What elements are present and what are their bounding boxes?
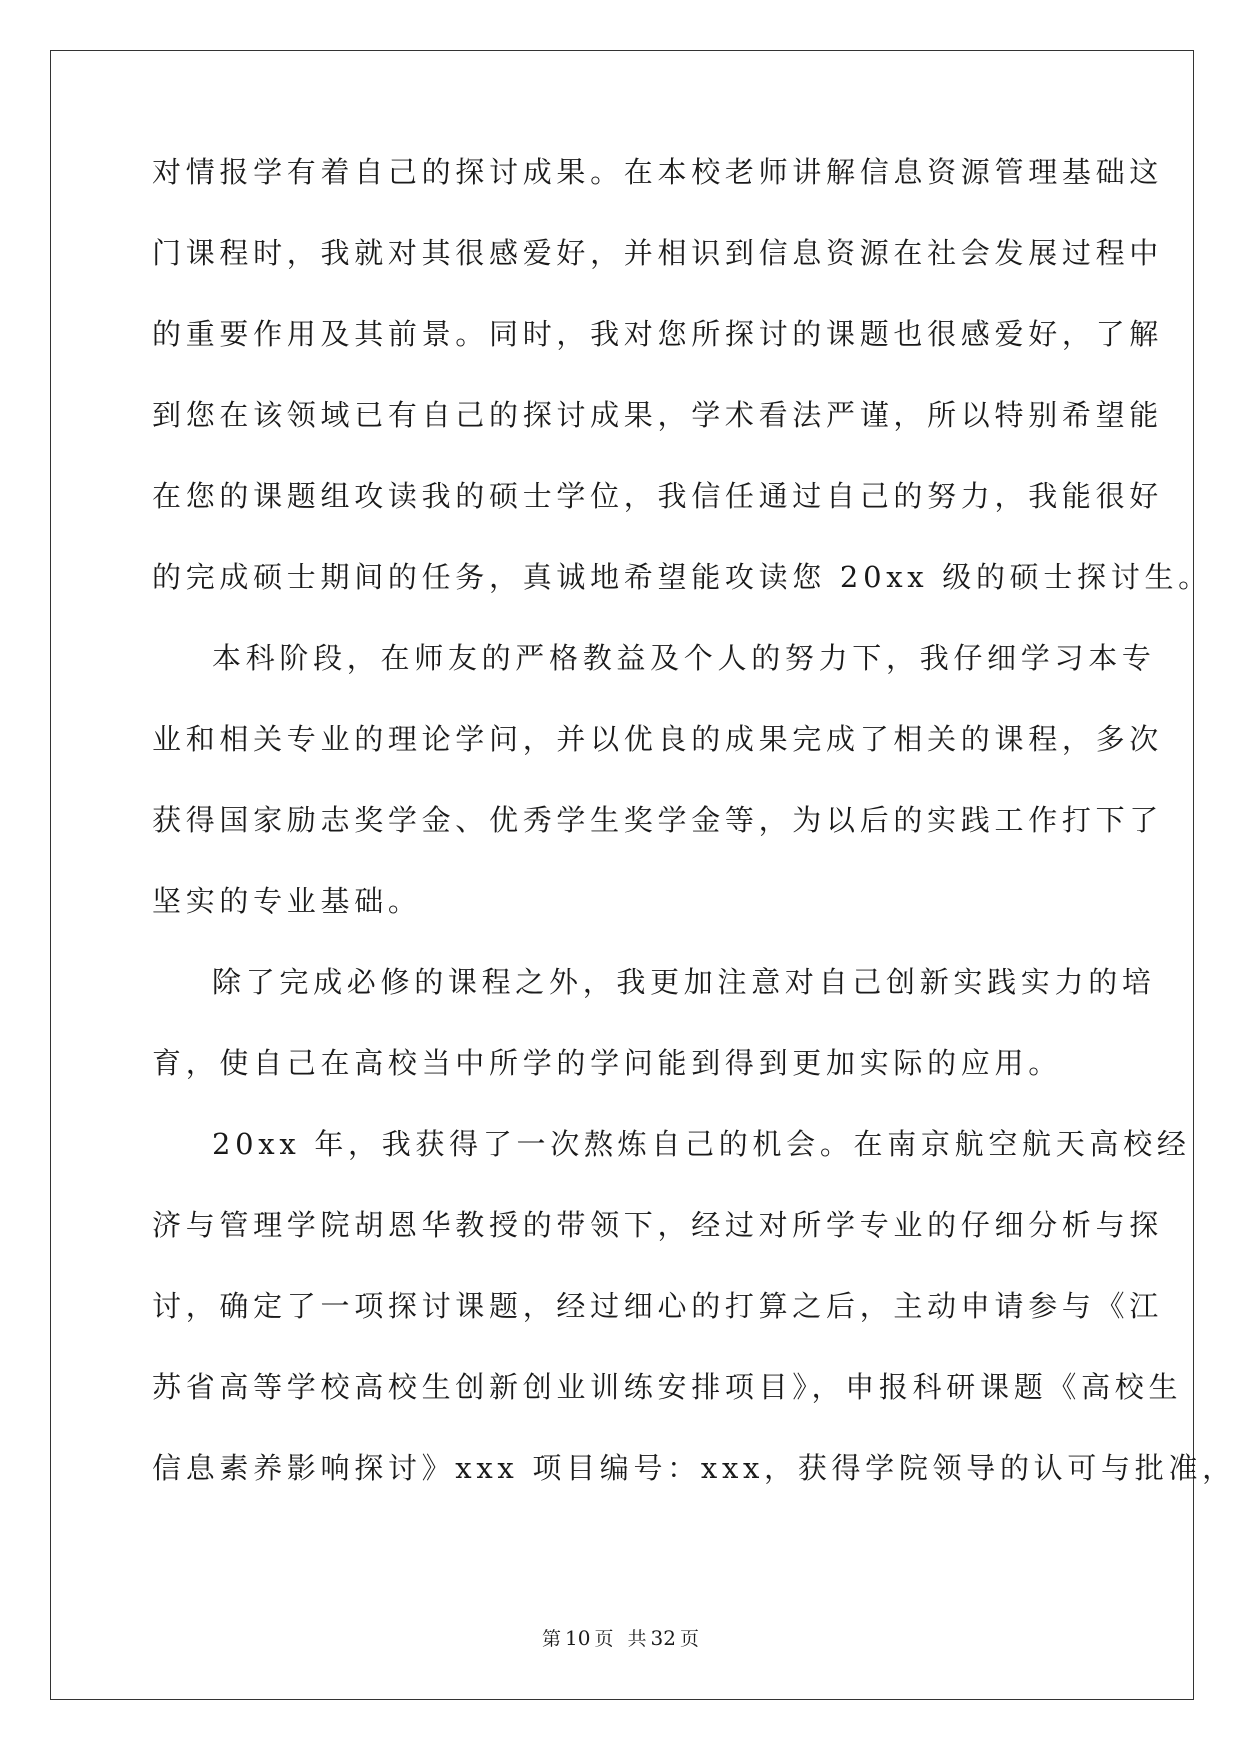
body-line-14: 济与管理学院胡恩华教授的带领下，经过对所学专业的仔细分析与探: [152, 1208, 1164, 1242]
paragraph-2-first-line: 本科阶段，在师友的严格教益及个人的努力下，我仔细学习本专: [212, 641, 1156, 675]
body-line-12: 育，使自己在高校当中所学的学问能到得到更加实际的应用。: [152, 1046, 1062, 1080]
body-line-8: 业和相关专业的理论学问，并以优良的成果完成了相关的课程，多次: [152, 722, 1164, 756]
body-line-6: 的完成硕士期间的任务，真诚地希望能攻读您 20xx 级的硕士探讨生。: [152, 560, 1212, 594]
body-line-5: 在您的课题组攻读我的硕士学位，我信任通过自己的努力，我能很好: [152, 479, 1164, 513]
body-line-1: 对情报学有着自己的探讨成果。在本校老师讲解信息资源管理基础这: [152, 155, 1164, 189]
body-line-2: 门课程时，我就对其很感爱好，并相识到信息资源在社会发展过程中: [152, 236, 1164, 270]
total-suffix: 页: [679, 1628, 699, 1650]
paragraph-3-first-line: 除了完成必修的课程之外，我更加注意对自己创新实践实力的培: [212, 965, 1156, 999]
body-line-15: 讨，确定了一项探讨课题，经过细心的打算之后，主动申请参与《江: [152, 1289, 1164, 1323]
paragraph-4-first-line: 20xx 年，我获得了一次熬炼自己的机会。在南京航空航天高校经: [212, 1127, 1191, 1161]
body-line-17: 信息素养影响探讨》xxx 项目编号：xxx，获得学院领导的认可与批准，: [152, 1451, 1236, 1485]
page-prefix: 第: [542, 1628, 562, 1650]
page-footer: [0, 1625, 1241, 1652]
page-suffix: 页: [594, 1628, 614, 1650]
body-line-3: 的重要作用及其前景。同时，我对您所探讨的课题也很感爱好，了解: [152, 317, 1164, 351]
body-line-10: 坚实的专业基础。: [152, 884, 422, 918]
body-line-9: 获得国家励志奖学金、优秀学生奖学金等，为以后的实践工作打下了: [152, 803, 1164, 837]
body-line-16: 苏省高等学校高校生创新创业训练安排项目》，申报科研课题《高校生: [152, 1370, 1183, 1404]
total-prefix: 共: [627, 1628, 647, 1650]
page-current-number: 10: [565, 1626, 591, 1650]
body-line-4: 到您在该领域已有自己的探讨成果，学术看法严谨，所以特别希望能: [152, 398, 1164, 432]
page-total-number: 32: [650, 1626, 676, 1650]
